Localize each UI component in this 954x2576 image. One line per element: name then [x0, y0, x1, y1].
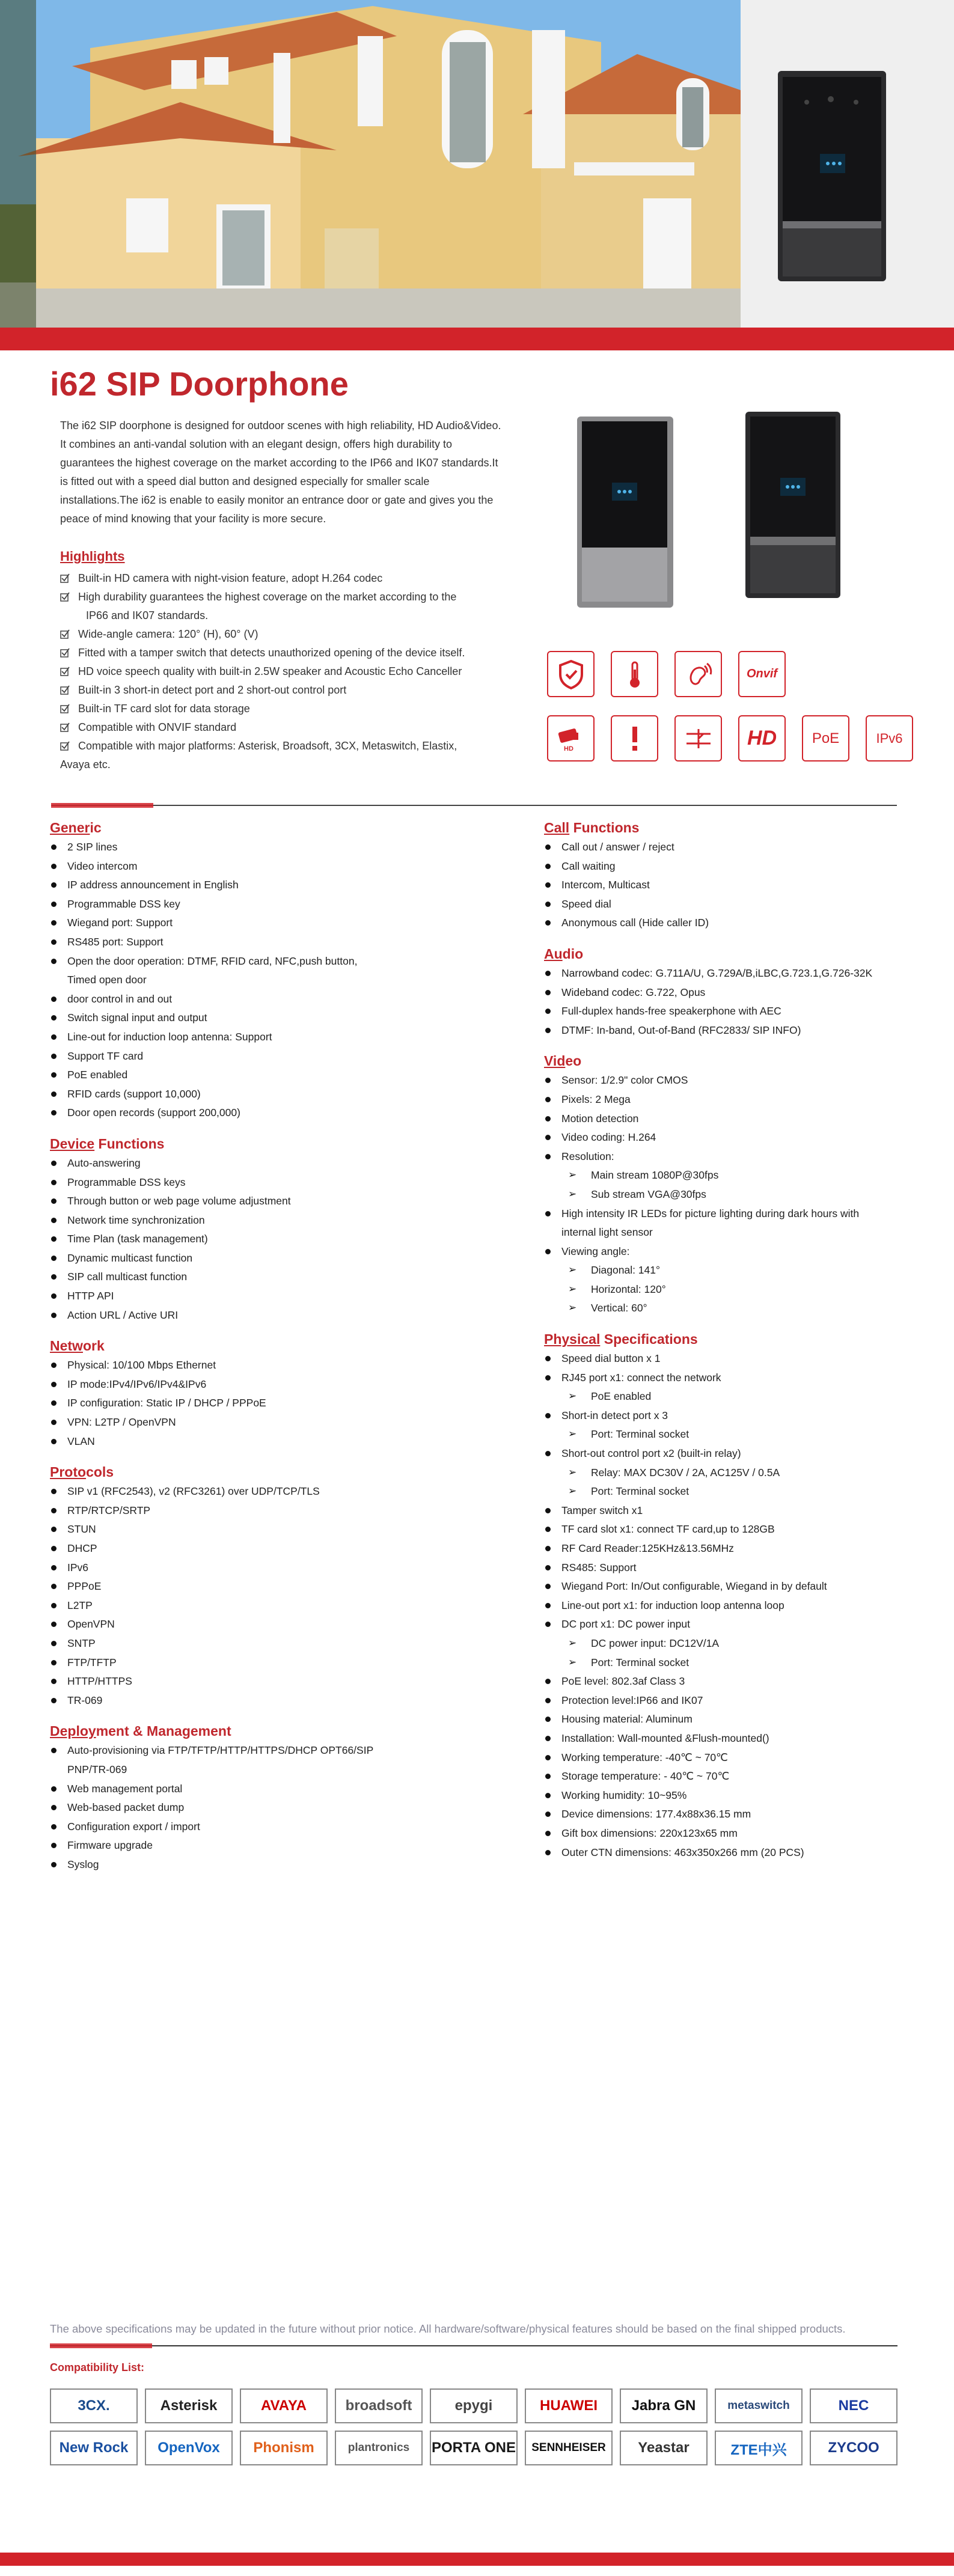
spec-item: RFID cards (support 10,000)	[50, 1085, 459, 1104]
partner-logo: AVAYA	[240, 2388, 328, 2423]
disclaimer-notice: The above specifications may be updated in the future without prior notice. All hardware/software/physical features should be based on the final shipped products.	[50, 2322, 846, 2335]
spec-item: Video intercom	[50, 857, 459, 876]
spec-item: Working temperature: -40℃ ~ 70℃	[544, 1748, 953, 1768]
product-images	[577, 411, 890, 615]
spec-section-heading: Deployment & Management	[50, 1723, 231, 1739]
spec-item: Network time synchronization	[50, 1211, 459, 1230]
checkbox-icon	[60, 722, 70, 733]
spec-item: door control in and out	[50, 990, 459, 1009]
highlight-item	[60, 625, 517, 644]
highlight-text: Compatible with major platforms: Asterisk, Broadsoft, 3CX, Metaswitch, Elastix,	[78, 740, 457, 752]
spec-item: SIP call multicast function	[50, 1268, 459, 1287]
spec-list	[544, 838, 953, 933]
house-photo	[0, 0, 741, 328]
spec-item: ➢ DC power input: DC12V/1A	[544, 1634, 953, 1653]
hero-banner	[0, 0, 954, 328]
spec-item: ➢ Sub stream VGA@30fps	[544, 1185, 953, 1204]
spec-item: Physical: 10/100 Mbps Ethernet	[50, 1356, 459, 1375]
spec-item: Tamper switch x1	[544, 1501, 953, 1521]
highlight-text: Built-in 3 short-in detect port and 2 short-out control port	[78, 684, 347, 696]
partner-logo: plantronics	[335, 2431, 423, 2465]
spec-item: internal light sensor	[561, 1226, 653, 1239]
partner-logo: ZTE中兴	[715, 2431, 803, 2465]
spec-section	[50, 1464, 459, 1710]
spec-item: RF Card Reader:125KHz&13.56MHz	[544, 1539, 953, 1558]
doorphone-front-view	[745, 412, 840, 598]
spec-list	[544, 1071, 953, 1318]
spec-item: Time Plan (task management)	[50, 1230, 459, 1249]
checkbox-icon	[60, 667, 70, 677]
checkbox-icon	[60, 592, 70, 602]
compatibility-heading: Compatibility List:	[50, 2361, 144, 2373]
partner-logo: PORTA ONE	[430, 2431, 518, 2465]
spec-section-heading: Video	[544, 1053, 582, 1069]
checkbox-icon	[60, 685, 70, 695]
highlight-text: Fitted with a tamper switch that detects unauthorized opening of the device itself.	[78, 647, 465, 659]
spec-item: VLAN	[50, 1432, 459, 1451]
spec-section-heading: Physical Specifications	[544, 1331, 698, 1348]
spec-item: Timed open door	[67, 974, 147, 986]
svg-text:HD: HD	[563, 745, 573, 752]
spec-item: Programmable DSS keys	[50, 1173, 459, 1192]
spec-item: PoE enabled	[50, 1066, 459, 1085]
spec-item: RS485: Support	[544, 1558, 953, 1578]
partner-logo: NEC	[810, 2388, 897, 2423]
spec-item: Video coding: H.264	[544, 1128, 953, 1147]
spec-item: Programmable DSS key	[50, 895, 459, 914]
spec-item: HTTP/HTTPS	[50, 1672, 459, 1691]
highlight-text: Compatible with ONVIF standard	[78, 721, 237, 733]
highlight-text: HD voice speech quality with built-in 2.5W speaker and Acoustic Echo Canceller	[78, 665, 462, 677]
footer-red-band	[0, 2553, 954, 2566]
spec-item: Wiegand port: Support	[50, 914, 459, 933]
hd-camera-icon	[547, 715, 595, 762]
spec-item: Wideband codec: G.722, Opus	[544, 983, 953, 1003]
spec-list	[50, 1482, 459, 1710]
relay-icon	[674, 715, 722, 762]
spec-item: IP configuration: Static IP / DHCP / PPPoE	[50, 1394, 459, 1413]
spec-item: Short-in detect port x 3	[544, 1406, 953, 1426]
spec-item: SNTP	[50, 1634, 459, 1653]
spec-item: Viewing angle:	[544, 1242, 953, 1262]
spec-list	[50, 1356, 459, 1451]
shield-icon	[547, 651, 595, 697]
spec-item: TR-069	[50, 1691, 459, 1711]
spec-item: Switch signal input and output	[50, 1009, 459, 1028]
spec-item: Wiegand Port: In/Out configurable, Wiegand in by default	[544, 1577, 953, 1596]
spec-item: Configuration export / import	[50, 1818, 459, 1837]
spec-item: Dynamic multicast function	[50, 1249, 459, 1268]
partner-logo: epygi	[430, 2388, 518, 2423]
spec-item: 2 SIP lines	[50, 838, 459, 857]
spec-item: Support TF card	[50, 1047, 459, 1066]
doorphone-image	[741, 0, 954, 328]
partner-logo: Asterisk	[145, 2388, 233, 2423]
hd-badge: HD	[738, 715, 786, 762]
thermometer-icon	[611, 651, 658, 697]
spec-item: Auto-provisioning via FTP/TFTP/HTTP/HTTPS/DHCP OPT66/SIP	[50, 1741, 459, 1760]
spec-list	[50, 838, 459, 1123]
compat-divider-accent	[50, 2343, 152, 2348]
spec-list	[544, 1349, 953, 1862]
partner-logo: metaswitch	[715, 2388, 803, 2423]
spec-item: Device dimensions: 177.4x88x36.15 mm	[544, 1805, 953, 1824]
highlights-heading: Highlights	[60, 549, 125, 564]
spec-item: ➢ Port: Terminal socket	[544, 1482, 953, 1501]
spec-item: Line-out for induction loop antenna: Support	[50, 1028, 459, 1047]
spec-item: RTP/RTCP/SRTP	[50, 1501, 459, 1521]
spec-section-heading: Generic	[50, 820, 102, 835]
spec-item: Syslog	[50, 1855, 459, 1875]
section-divider	[51, 805, 897, 806]
partner-logo: SENNHEISER	[525, 2431, 613, 2465]
partner-logo: Phonism	[240, 2431, 328, 2465]
spec-item: SIP v1 (RFC2543), v2 (RFC3261) over UDP/TCP/TLS	[50, 1482, 459, 1501]
spec-item: Sensor: 1/2.9" color CMOS	[544, 1071, 953, 1090]
spec-item: Protection level:IP66 and IK07	[544, 1691, 953, 1711]
spec-item: PoE level: 802.3af Class 3	[544, 1672, 953, 1691]
spec-section	[50, 1723, 459, 1874]
partner-logo: 3CX.	[50, 2388, 138, 2423]
spec-item: Web-based packet dump	[50, 1798, 459, 1818]
highlight-text: High durability guarantees the highest coverage on the market according to the	[78, 591, 457, 603]
specs-right-column	[544, 820, 953, 1875]
spec-section-heading: Audio	[544, 945, 584, 962]
spec-item: ➢ Vertical: 60°	[544, 1299, 953, 1318]
highlight-item	[60, 737, 517, 755]
spec-item: IPv6	[50, 1558, 459, 1578]
spec-item: IP address announcement in English	[50, 876, 459, 895]
highlights-last-line: Avaya etc.	[60, 758, 111, 771]
ipv6-badge: IPv6	[866, 715, 913, 762]
spec-item: OpenVPN	[50, 1615, 459, 1634]
highlight-text: Built-in HD camera with night-vision feature, adopt H.264 codec	[78, 572, 383, 584]
highlight-text: IP66 and IK07 standards.	[86, 609, 209, 621]
highlight-item	[60, 662, 517, 681]
spec-item: ➢ Port: Terminal socket	[544, 1653, 953, 1673]
section-divider-accent	[51, 803, 153, 808]
spec-item: Call waiting	[544, 857, 953, 876]
spec-item: Intercom, Multicast	[544, 876, 953, 895]
spec-item: DC port x1: DC power input	[544, 1615, 953, 1634]
spec-item: RS485 port: Support	[50, 933, 459, 952]
compat-divider	[50, 2345, 897, 2346]
specs-left-column	[50, 820, 459, 1888]
partner-logo: Jabra GN	[620, 2388, 708, 2423]
highlight-item	[60, 718, 517, 737]
highlights-section	[60, 549, 517, 774]
logos-row-2	[50, 2431, 897, 2465]
spec-item: Door open records (support 200,000)	[50, 1103, 459, 1123]
spec-item: Full-duplex hands-free speakerphone with AEC	[544, 1002, 953, 1021]
spec-item: VPN: L2TP / OpenVPN	[50, 1413, 459, 1432]
feature-icons	[547, 651, 920, 780]
highlight-item	[60, 588, 517, 606]
spec-item: Firmware upgrade	[50, 1836, 459, 1855]
spec-item: Auto-answering	[50, 1154, 459, 1173]
spec-item: Speed dial	[544, 895, 953, 914]
onvif-badge: Onvif	[738, 651, 786, 697]
spec-section	[50, 1136, 459, 1325]
spec-item: L2TP	[50, 1596, 459, 1616]
spec-item: HTTP API	[50, 1287, 459, 1306]
spec-item: Call out / answer / reject	[544, 838, 953, 857]
spec-item: PNP/TR-069	[67, 1763, 127, 1775]
spec-section-heading: Network	[50, 1338, 105, 1354]
hearing-icon	[674, 651, 722, 697]
spec-item: ➢ Horizontal: 120°	[544, 1280, 953, 1299]
spec-item: Installation: Wall-mounted &Flush-mounted()	[544, 1729, 953, 1748]
intro-paragraph: The i62 SIP doorphone is designed for outdoor scenes with high reliability, HD Audio&Video. It combines an anti-vandal solution with an elegant design, offers high durability to guarantees the highest coverage on the market according to the IP66 and IK07 standards.It is fitted out with a speed dial button and designed especially for smaller scale installations.The i62 is enable to easily monitor an entrance door or gate and gives you the peace of mind knowing that your facility is more secure.	[60, 420, 501, 525]
spec-item: DTMF: In-band, Out-of-Band (RFC2833/ SIP INFO)	[544, 1021, 953, 1040]
partner-logo: Yeastar	[620, 2431, 708, 2465]
spec-section	[544, 1331, 953, 1862]
spec-item: Web management portal	[50, 1780, 459, 1799]
spec-item: Anonymous call (Hide caller ID)	[544, 914, 953, 933]
checkbox-icon	[60, 648, 70, 658]
spec-item: Storage temperature: - 40℃ ~ 70℃	[544, 1767, 953, 1786]
spec-item: FTP/TFTP	[50, 1653, 459, 1673]
spec-item: Action URL / Active URI	[50, 1306, 459, 1325]
hero-product-panel	[741, 0, 954, 328]
partner-logo: broadsoft	[335, 2388, 423, 2423]
spec-section-heading: Device Functions	[50, 1135, 165, 1152]
spec-item: Line-out port x1: for induction loop antenna loop	[544, 1596, 953, 1616]
spec-item: PPPoE	[50, 1577, 459, 1596]
highlight-item	[60, 606, 517, 625]
page-title: i62 SIP Doorphone	[50, 365, 349, 403]
spec-item: ➢ Port: Terminal socket	[544, 1425, 953, 1444]
spec-item: Through button or web page volume adjustment	[50, 1192, 459, 1211]
spec-list	[50, 1154, 459, 1325]
doorphone-side-view	[577, 417, 673, 608]
checkbox-icon	[60, 573, 70, 584]
checkbox-icon	[60, 741, 70, 751]
spec-section	[544, 946, 953, 1040]
spec-item: DHCP	[50, 1539, 459, 1558]
spec-item: RJ45 port x1: connect the network	[544, 1369, 953, 1388]
compatibility-logos	[50, 2388, 897, 2473]
spec-section-heading: Protocols	[50, 1464, 114, 1480]
spec-item: ➢ Diagonal: 141°	[544, 1261, 953, 1280]
spec-item: Pixels: 2 Mega	[544, 1090, 953, 1109]
spec-item: Housing material: Aluminum	[544, 1710, 953, 1729]
highlight-item	[60, 644, 517, 662]
highlight-text: Built-in TF card slot for data storage	[78, 703, 250, 715]
spec-item: Resolution:	[544, 1147, 953, 1167]
spec-section	[50, 1338, 459, 1451]
spec-item: TF card slot x1: connect TF card,up to 128GB	[544, 1520, 953, 1539]
spec-item: Speed dial button x 1	[544, 1349, 953, 1369]
highlight-item	[60, 681, 517, 700]
poe-badge: PoE	[802, 715, 849, 762]
highlight-item	[60, 569, 517, 588]
partner-logo: New Rock	[50, 2431, 138, 2465]
header-red-band	[0, 328, 954, 350]
spec-item: ➢ Main stream 1080P@30fps	[544, 1166, 953, 1185]
highlights-list	[60, 569, 517, 755]
spec-item: Motion detection	[544, 1109, 953, 1129]
highlight-item	[60, 700, 517, 718]
spec-item: Gift box dimensions: 220x123x65 mm	[544, 1824, 953, 1843]
spec-item: ➢ Relay: MAX DC30V / 2A, AC125V / 0.5A	[544, 1463, 953, 1483]
spec-item: Narrowband codec: G.711A/U, G.729A/B,iLBC,G.723.1,G.726-32K	[544, 964, 953, 983]
partner-logo: OpenVox	[145, 2431, 233, 2465]
spec-item: Working humidity: 10~95%	[544, 1786, 953, 1805]
spec-section-heading: Call Functions	[544, 820, 640, 835]
spec-item: STUN	[50, 1520, 459, 1539]
spec-list	[544, 964, 953, 1040]
spec-item: Outer CTN dimensions: 463x350x266 mm (20 PCS)	[544, 1843, 953, 1863]
spec-section	[544, 820, 953, 933]
checkbox-icon	[60, 629, 70, 639]
spec-item: Open the door operation: DTMF, RFID card, NFC,push button,	[50, 952, 459, 971]
alert-icon	[611, 715, 658, 762]
spec-item: ➢ PoE enabled	[544, 1387, 953, 1406]
highlight-text: Wide-angle camera: 120° (H), 60° (V)	[78, 628, 258, 640]
spec-item: IP mode:IPv4/IPv6/IPv4&IPv6	[50, 1375, 459, 1394]
partner-logo: ZYCOO	[810, 2431, 897, 2465]
spec-list	[50, 1741, 459, 1874]
logos-row-1	[50, 2388, 897, 2423]
spec-item: High intensity IR LEDs for picture lighting during dark hours with	[544, 1204, 953, 1224]
partner-logo: HUAWEI	[525, 2388, 613, 2423]
spec-section	[50, 820, 459, 1123]
spec-section	[544, 1053, 953, 1318]
checkbox-icon	[60, 704, 70, 714]
spec-item: Short-out control port x2 (built-in relay)	[544, 1444, 953, 1463]
